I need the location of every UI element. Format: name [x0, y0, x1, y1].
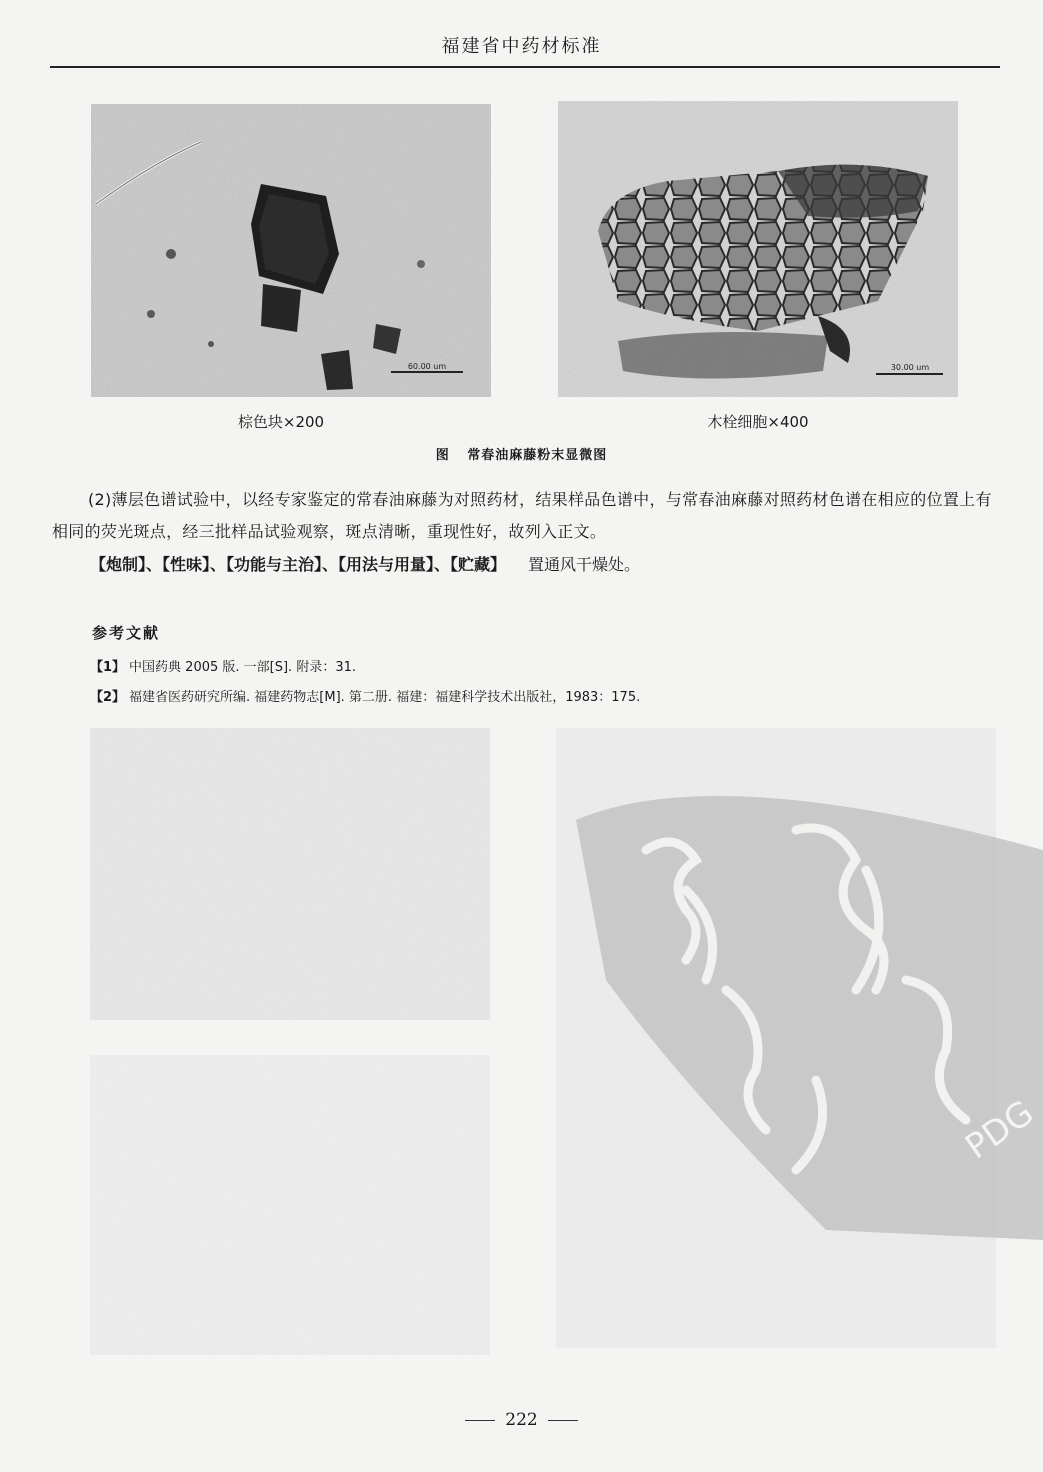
reference-item [90, 656, 356, 675]
header-rule [50, 66, 1000, 68]
page-number-value: 222 [505, 1410, 538, 1430]
sections-text: 置通风干燥处。 [528, 555, 641, 574]
watermark-text: PDG [958, 1092, 1041, 1168]
references-heading: 参考文献 [92, 624, 161, 642]
reference-text: 福建省医药研究所编. 福建药物志[M]. 第二册. 福建：福建科学技术出版社，1983：175. [129, 690, 641, 705]
page-number-dash [548, 1420, 578, 1421]
reference-marker: 【1】 [90, 660, 126, 675]
faded-noise-region [90, 1055, 490, 1355]
micrograph-brown-block [91, 104, 491, 397]
page-number [0, 1410, 1043, 1430]
micrograph-cork-cells [558, 101, 958, 397]
page-header-title: 福建省中药材标准 [441, 36, 602, 57]
figure-title-text: 常春油麻藤粉末显微图 [467, 448, 608, 463]
reference-marker: 【2】 [90, 690, 126, 705]
left-scale-label: 60.00 um [407, 362, 447, 371]
page-number-dash [465, 1420, 495, 1421]
sections-label: 【炮制】、【性味】、【功能与主治】、【用法与用量】、【贮藏】 [90, 555, 507, 574]
left-caption: 棕色块×200 [237, 413, 325, 431]
right-scale-label: 30.00 um [890, 363, 930, 372]
body-paragraph: (2)薄层色谱试验中，以经专家鉴定的常春油麻藤为对照药材，结果样品色谱中，与常春油麻藤对照药材色谱在相应的位置上有相同的荧光斑点，经三批样品试验观察，斑点清晰，重现性好，故列入正文。 [52, 490, 992, 541]
faded-noise-region [90, 728, 490, 1020]
right-caption: 木栓细胞×400 [707, 413, 809, 431]
reference-text: 中国药典 2005 版. 一部[S]. 附录：31. [129, 660, 356, 675]
figure-title [0, 444, 1043, 463]
sections-line [90, 552, 640, 575]
figure-title-prefix: 图 [435, 448, 450, 463]
reference-item [90, 686, 640, 705]
watermark-seal [566, 760, 1043, 1240]
